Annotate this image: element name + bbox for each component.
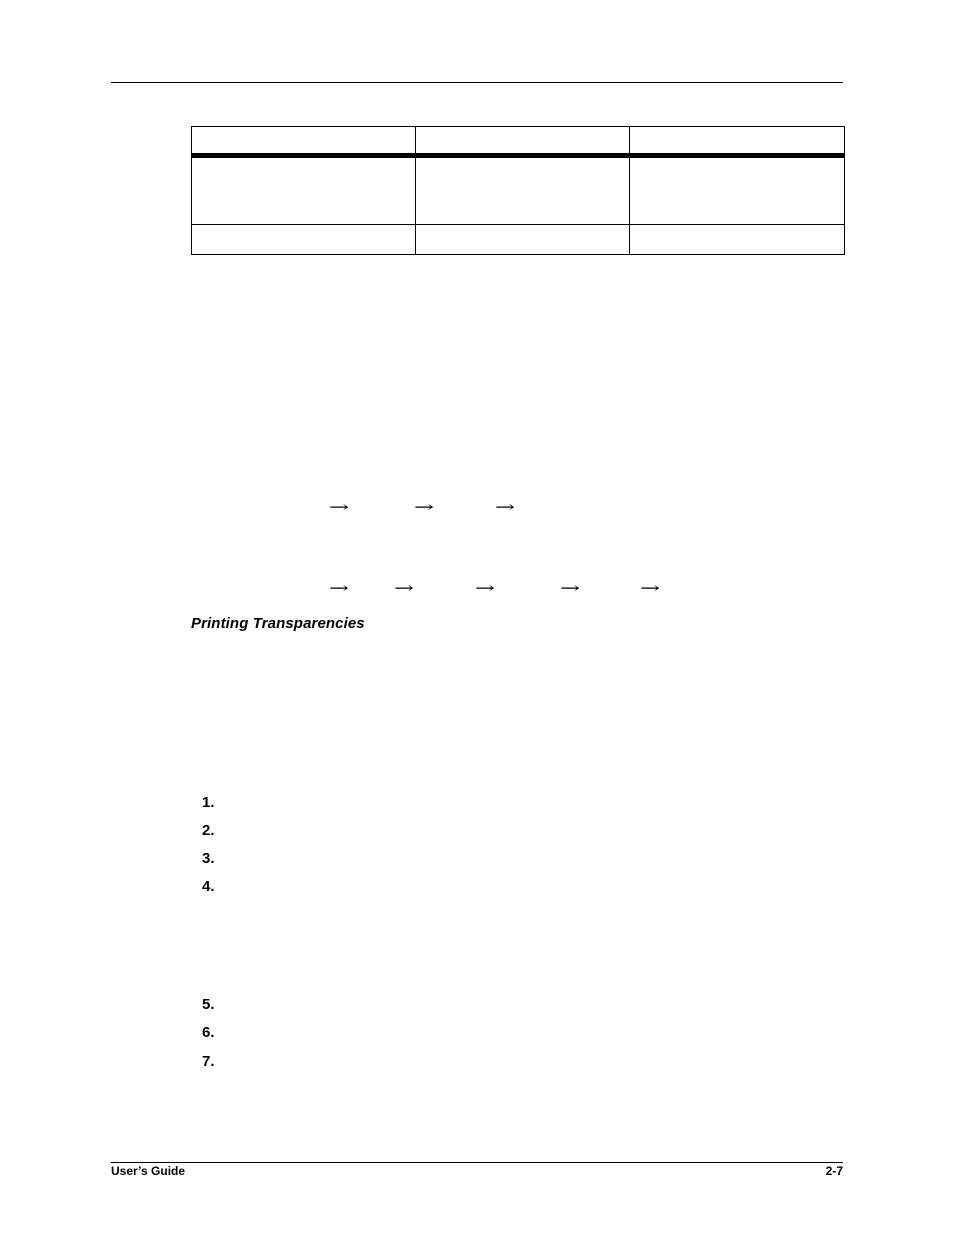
footer-title: User’s Guide — [111, 1164, 186, 1178]
table-header-cell — [192, 127, 416, 156]
menu-path-arrow-icon: → — [560, 579, 581, 597]
step-number: 4. — [202, 878, 215, 895]
table-row — [192, 225, 845, 255]
settings-table — [191, 126, 845, 255]
step-number: 5. — [202, 996, 215, 1013]
table-cell — [416, 156, 630, 225]
table-cell — [630, 156, 845, 225]
menu-path-arrow-icon: → — [475, 579, 496, 597]
table-row — [192, 156, 845, 225]
section-heading: Printing Transparencies — [191, 615, 365, 632]
header-rule — [111, 82, 843, 83]
table-header-row — [192, 127, 845, 156]
menu-path-arrow-icon: → — [329, 498, 350, 516]
step-number: 1. — [202, 794, 215, 811]
menu-path-arrow-icon: → — [394, 579, 415, 597]
menu-path-arrow-icon: → — [495, 498, 516, 516]
step-number: 2. — [202, 822, 215, 839]
page-number: 2-7 — [825, 1164, 843, 1178]
footer-rule — [111, 1162, 843, 1163]
table-cell — [192, 225, 416, 255]
menu-path-arrow-icon: → — [640, 579, 661, 597]
table-cell — [192, 156, 416, 225]
table-cell — [416, 225, 630, 255]
table-header-cell — [630, 127, 845, 156]
menu-path-arrow-icon: → — [414, 498, 435, 516]
step-number: 3. — [202, 850, 215, 867]
step-number: 7. — [202, 1053, 215, 1070]
table-cell — [630, 225, 845, 255]
menu-path-arrow-icon: → — [329, 579, 350, 597]
table-header-cell — [416, 127, 630, 156]
step-number: 6. — [202, 1024, 215, 1041]
